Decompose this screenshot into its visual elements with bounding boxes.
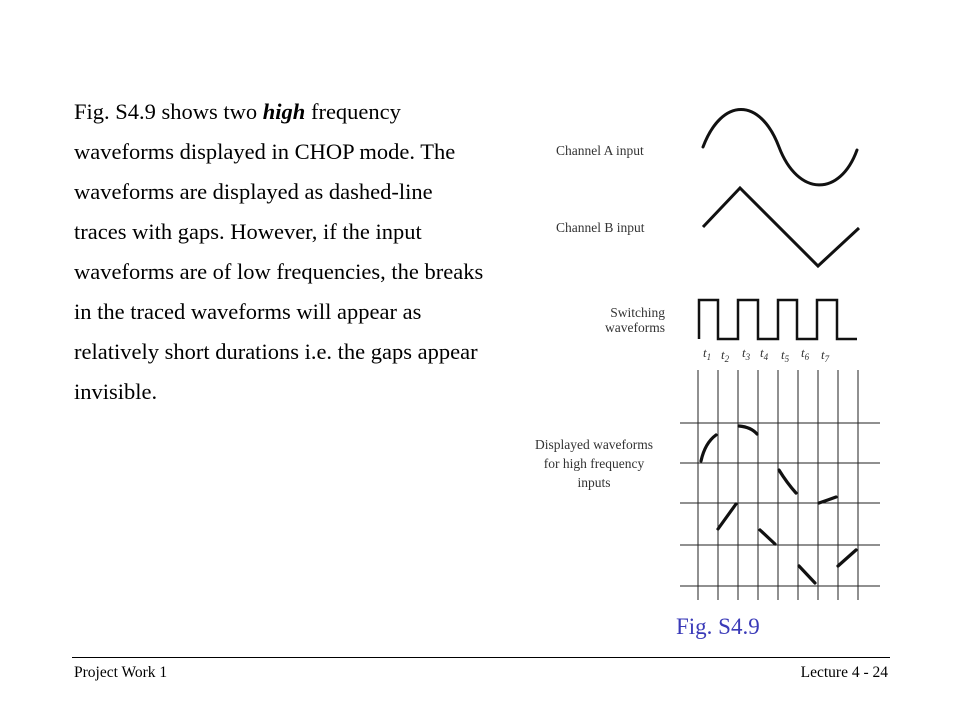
paragraph-text-2: frequency waveforms displayed in CHOP mode. The waveforms are displayed as dashed-line traces with gaps. However, if the input waveforms are of low frequencies, the breaks in the traced waveforms will appear as relatively short durations i.e. the gaps appear invisible. (74, 99, 484, 404)
displayed-label-line3: inputs (577, 475, 611, 490)
displayed-label-line2: for high frequency (543, 456, 645, 471)
display-grid (680, 370, 880, 600)
channel-b-segment-3 (799, 566, 815, 583)
time-label-t2: $t_2$ (721, 347, 730, 364)
switching-label-line2: waveforms (605, 320, 665, 335)
switching-square-wave (699, 300, 857, 339)
paragraph-text-1: Fig. S4.9 shows two (74, 99, 263, 124)
switching-label-line1: Switching (610, 305, 665, 320)
paragraph-emphasis: high (262, 99, 306, 124)
time-labels (703, 345, 830, 364)
channel-a-label: Channel A input (556, 143, 644, 158)
channel-a-segment-4 (819, 497, 836, 503)
displayed-label-line1: Displayed waveforms (534, 437, 654, 452)
figure-caption: Fig. S4.9 (676, 614, 760, 639)
channel-a-segment-1 (701, 435, 716, 461)
time-label-t3: $t_3$ (742, 345, 751, 362)
time-label-t6: $t_6$ (801, 345, 810, 362)
channel-a-segment-2 (739, 426, 757, 434)
channel-a-sine-wave (703, 110, 857, 185)
channel-b-segment-4 (838, 550, 856, 566)
channel-b-segment-2 (760, 530, 775, 544)
time-label-t5: $t_5$ (781, 347, 790, 364)
time-label-t1: $t_1$ (703, 345, 712, 362)
channel-b-triangle-wave (703, 188, 859, 266)
footer-divider (72, 657, 890, 658)
footer-lecture: Lecture 4 - 24 (800, 664, 888, 681)
time-label-t7: $t_7$ (821, 347, 830, 364)
time-label-t4: $t_4$ (760, 345, 769, 362)
footer-project: Project Work 1 (74, 664, 168, 681)
channel-a-segment-3 (779, 470, 796, 493)
channel-b-label: Channel B input (556, 220, 645, 235)
channel-b-segment-1 (718, 504, 736, 529)
